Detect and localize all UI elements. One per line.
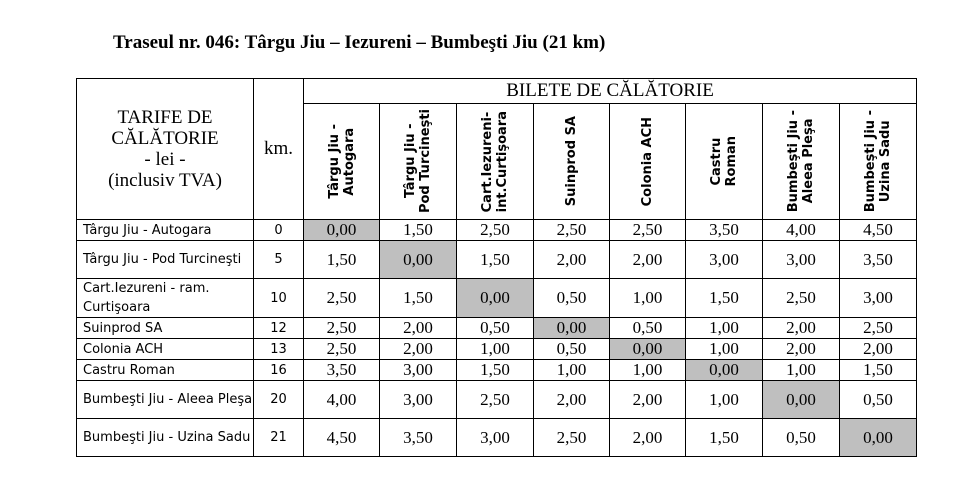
- fare-cell: 2,50: [457, 381, 534, 419]
- fare-table-body: [77, 220, 917, 457]
- column-header-label: Colonia ACH: [640, 116, 655, 207]
- table-row: [77, 279, 917, 318]
- fare-cell: 1,00: [457, 339, 534, 360]
- fare-cell: 1,50: [686, 419, 763, 457]
- fare-cell: 4,00: [304, 381, 380, 419]
- fare-cell: 3,00: [686, 241, 763, 279]
- fare-cell: 2,50: [610, 220, 686, 241]
- fare-cell: 2,50: [457, 220, 534, 241]
- column-header-label: Bumbeşti Jiu - Uzina Sadu: [863, 110, 894, 213]
- fare-cell: 3,00: [380, 381, 457, 419]
- stop-name: Târgu Jiu - Autogara: [77, 220, 254, 241]
- table-row: [77, 318, 917, 339]
- fare-cell: 3,50: [840, 241, 917, 279]
- column-header-label: Târgu Jiu - Pod Turcineşti: [403, 109, 433, 214]
- fare-table: [76, 78, 917, 457]
- fare-cell: 1,00: [686, 339, 763, 360]
- table-row: [77, 360, 917, 381]
- fare-cell: 2,50: [763, 279, 840, 318]
- column-header: [304, 104, 380, 220]
- fare-cell: 4,50: [840, 220, 917, 241]
- fare-cell: 1,50: [840, 360, 917, 381]
- fare-corner-header: [77, 79, 254, 220]
- column-header: [380, 104, 457, 220]
- table-row: [77, 381, 917, 419]
- fare-cell: 1,00: [686, 318, 763, 339]
- stop-name: Bumbeşti Jiu - Aleea Pleşa: [77, 381, 254, 419]
- fare-cell: 1,50: [686, 279, 763, 318]
- fare-cell: 0,00: [686, 360, 763, 381]
- fare-cell: 1,50: [304, 241, 380, 279]
- fare-cell: 1,00: [610, 279, 686, 318]
- fare-cell: 0,00: [380, 241, 457, 279]
- fare-cell: 2,00: [534, 241, 610, 279]
- stop-km: 12: [254, 318, 304, 339]
- table-row: [77, 220, 917, 241]
- fare-cell: 4,50: [304, 419, 380, 457]
- column-header: [840, 104, 917, 220]
- fare-cell: 1,50: [380, 279, 457, 318]
- fare-cell: 2,00: [840, 339, 917, 360]
- fare-cell: 0,00: [610, 339, 686, 360]
- fare-cell: 0,00: [304, 220, 380, 241]
- fare-cell: 2,00: [610, 381, 686, 419]
- corner-line-2: CĂLĂTORIE: [111, 128, 219, 149]
- fare-cell: 2,00: [610, 419, 686, 457]
- column-header: [763, 104, 840, 220]
- stop-name: Târgu Jiu - Pod Turcineşti: [77, 241, 254, 279]
- stop-name: Colonia ACH: [77, 339, 254, 360]
- fare-cell: 1,00: [763, 360, 840, 381]
- fare-cell: 3,00: [763, 241, 840, 279]
- fare-cell: 2,50: [534, 220, 610, 241]
- column-header-label: Târgu Jiu - Autogara: [326, 124, 357, 199]
- fare-cell: 4,00: [763, 220, 840, 241]
- column-header: [457, 104, 534, 220]
- tickets-header: BILETE DE CĂLĂTORIE: [304, 79, 917, 104]
- fare-cell: 0,50: [610, 318, 686, 339]
- table-row: [77, 339, 917, 360]
- stop-name: Castru Roman: [77, 360, 254, 381]
- fare-cell: 3,50: [380, 419, 457, 457]
- fare-cell: 2,50: [304, 339, 380, 360]
- fare-cell: 3,00: [457, 419, 534, 457]
- fare-cell: 3,50: [304, 360, 380, 381]
- route-title: Traseul nr. 046: Târgu Jiu – Iezureni – Bumbeşti Jiu (21 km): [113, 32, 606, 53]
- stop-name: Suinprod SA: [77, 318, 254, 339]
- fare-cell: 2,00: [380, 318, 457, 339]
- fare-cell: 1,50: [380, 220, 457, 241]
- fare-cell: 0,00: [763, 381, 840, 419]
- stop-name: Cart.Iezureni - ram. Curtişoara: [77, 279, 254, 318]
- fare-cell: 3,00: [380, 360, 457, 381]
- fare-cell: 0,50: [763, 419, 840, 457]
- corner-line-4: (inclusiv TVA): [108, 170, 222, 191]
- fare-cell: 0,50: [534, 279, 610, 318]
- stop-name: Bumbeşti Jiu - Uzina Sadu: [77, 419, 254, 457]
- column-header: [534, 104, 610, 220]
- fare-cell: 2,50: [304, 279, 380, 318]
- fare-cell: 1,00: [610, 360, 686, 381]
- fare-cell: 2,00: [380, 339, 457, 360]
- fare-cell: 0,00: [534, 318, 610, 339]
- fare-cell: 1,50: [457, 360, 534, 381]
- stop-km: 16: [254, 360, 304, 381]
- stop-km: 5: [254, 241, 304, 279]
- corner-line-1: TARIFE DE: [117, 107, 213, 128]
- column-header: [686, 104, 763, 220]
- fare-cell: 3,00: [840, 279, 917, 318]
- fare-cell: 2,50: [304, 318, 380, 339]
- column-header-label: Suinprod SA: [564, 116, 579, 207]
- fare-cell: 1,00: [686, 381, 763, 419]
- fare-cell: 2,00: [534, 381, 610, 419]
- fare-cell: 0,50: [534, 339, 610, 360]
- fare-cell: 2,50: [840, 318, 917, 339]
- fare-cell: 0,00: [457, 279, 534, 318]
- table-row: [77, 419, 917, 457]
- fare-cell: 2,00: [763, 339, 840, 360]
- fare-cell: 2,00: [610, 241, 686, 279]
- column-header: [610, 104, 686, 220]
- fare-cell: 3,50: [686, 220, 763, 241]
- stop-km: 20: [254, 381, 304, 419]
- fare-cell: 2,00: [763, 318, 840, 339]
- stop-km: 21: [254, 419, 304, 457]
- table-row: [77, 241, 917, 279]
- corner-line-3: - lei -: [144, 149, 186, 170]
- stop-km: 0: [254, 220, 304, 241]
- column-header-label: Cart.Iezureni- int.Curtişoara: [480, 110, 510, 213]
- fare-cell: 2,50: [534, 419, 610, 457]
- stop-km: 13: [254, 339, 304, 360]
- column-header-label: Castru Roman: [709, 136, 739, 187]
- fare-cell: 1,00: [534, 360, 610, 381]
- fare-cell: 1,50: [457, 241, 534, 279]
- fare-cell: 0,50: [840, 381, 917, 419]
- km-header: km.: [254, 79, 304, 220]
- fare-cell: 0,50: [457, 318, 534, 339]
- stop-km: 10: [254, 279, 304, 318]
- column-header-label: Bumbeşti Jiu - Aleea Pleşa: [786, 110, 816, 213]
- fare-cell: 0,00: [840, 419, 917, 457]
